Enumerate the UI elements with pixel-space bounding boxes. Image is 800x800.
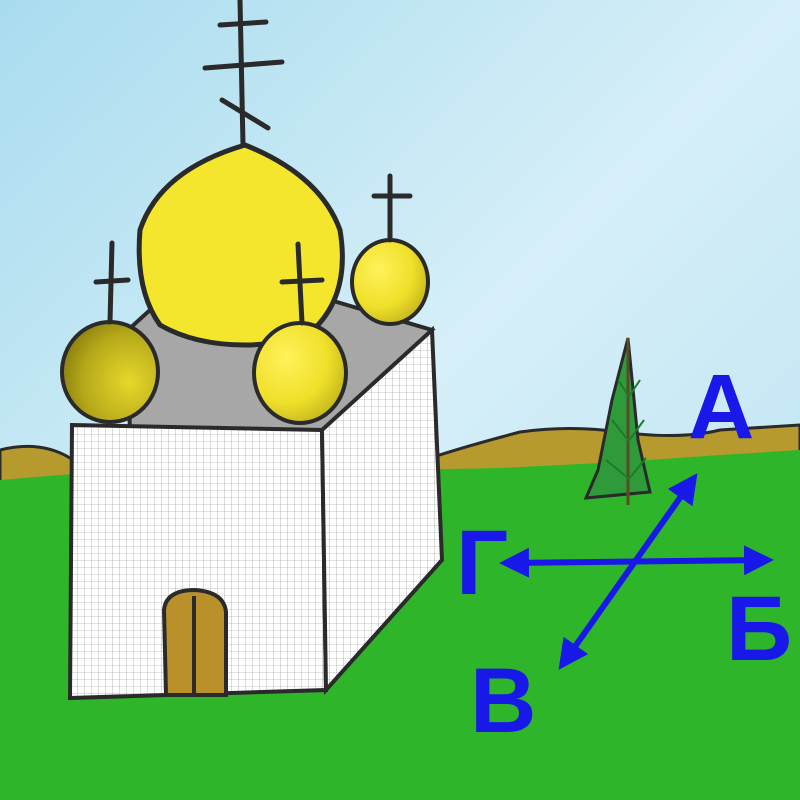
front-dome xyxy=(254,323,346,423)
label-b: Б xyxy=(726,578,793,680)
label-v: В xyxy=(470,650,537,752)
label-g: Г xyxy=(456,512,509,614)
label-a: А xyxy=(688,356,755,458)
right-dome xyxy=(352,240,428,324)
left-dome xyxy=(62,322,158,422)
